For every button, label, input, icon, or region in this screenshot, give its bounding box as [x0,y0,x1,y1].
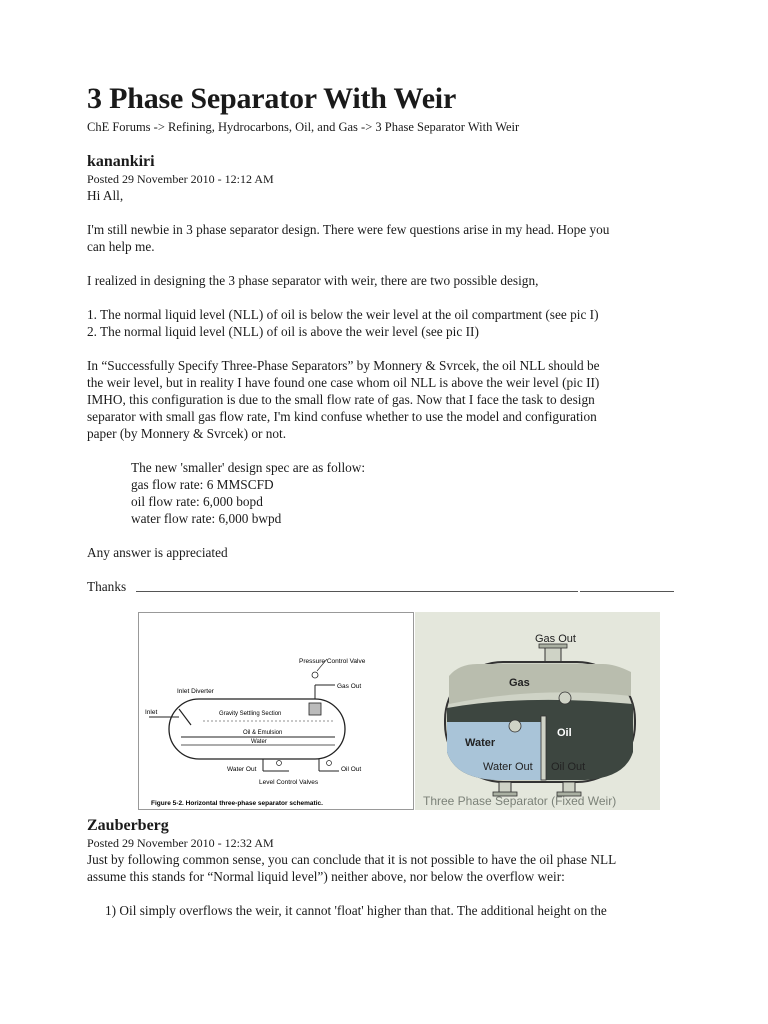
label-level-valves: Level Control Valves [259,779,319,786]
list-item: 2. The normal liquid level (NLL) of oil is above the weir level (see pic II) [87,324,479,339]
schematic-diagram [138,612,414,810]
post-author[interactable]: kanankiri [87,153,155,170]
label-water-out: Water Out [483,761,533,773]
spec-line: water flow rate: 6,000 bwpd [131,511,282,526]
schematic-svg [139,613,415,810]
divider [580,590,674,592]
label-inlet-diverter: Inlet Diverter [177,688,214,695]
label-gas-out: Gas Out [337,683,362,690]
fixed-weir-svg [415,612,660,810]
label-water-out: Water Out [227,766,257,773]
label-gas: Gas [509,677,530,689]
label-pressure-valve: Pressure Control Valve [299,658,366,665]
label-gravity: Gravity Settling Section [219,711,282,717]
divider [136,590,578,592]
level-valve-icon [277,761,282,766]
post-text: IMHO, this configuration is due to the small flow rate of gas. Now that I face the task to design [87,392,595,407]
list-item: 1) Oil simply overflows the weir, it cannot 'float' higher than that. The additional height on the [105,903,607,918]
level-valve-icon [327,761,332,766]
post-text: separator with small gas flow rate, I'm kind confuse whether to use the model and configuration [87,409,597,424]
label-oil-emulsion: Oil & Emulsion [243,730,283,736]
post-text: Thanks [87,579,127,594]
post-text: the weir level, but in reality I have found one case whom oil NLL is above the weir level (pic II) [87,375,600,390]
page-title: 3 Phase Separator With Weir [87,82,457,115]
list-item: 1. The normal liquid level (NLL) of oil is below the weir level at the oil compartment (see pic I) [87,307,599,322]
weir [541,716,546,780]
mist-extractor [309,703,321,715]
breadcrumb[interactable]: ChE Forums -> Refining, Hydrocarbons, Oil, and Gas -> 3 Phase Separator With Weir [87,120,520,134]
label-oil-out: Oil Out [551,761,586,773]
post-text: In “Successfully Specify Three-Phase Separators” by Monnery & Svrcek, the oil NLL should be [87,358,600,373]
level-gauge-icon [559,692,571,704]
gas-nozzle [545,646,561,662]
label-gas-out: Gas Out [535,633,576,645]
pressure-valve-icon [312,672,318,678]
post-text: Just by following common sense, you can conclude that it is not possible to have the oil phase NLL [87,852,617,867]
figure-caption: Three Phase Separator (Fixed Weir) [423,794,617,808]
separator-figure [138,612,660,810]
post-text: Any answer is appreciated [87,545,228,560]
post-text: I realized in designing the 3 phase separator with weir, there are two possible design, [87,273,539,288]
post-text: assume this stands for “Normal liquid level”) neither above, nor below the overflow weir: [87,869,565,884]
label-water: Water [251,739,267,745]
label-oil-out: Oil Out [341,766,362,773]
thanks-row [87,578,677,595]
label-oil: Oil [557,727,572,739]
post-text: I'm still newbie in 3 phase separator design. There were few questions arise in my head. Hope you [87,222,610,237]
label-water: Water [465,737,496,749]
post-timestamp: Posted 29 November 2010 - 12:32 AM [87,836,274,850]
figure-caption: Figure 5-2. Horizontal three-phase separator schematic. [151,800,323,807]
post-text: paper (by Monnery & Svrcek) or not. [87,426,287,441]
spec-line: gas flow rate: 6 MMSCFD [131,477,274,492]
post-timestamp: Posted 29 November 2010 - 12:12 AM [87,172,274,186]
post-text: can help me. [87,239,155,254]
level-gauge-icon [509,720,521,732]
spec-line: The new 'smaller' design spec are as follow: [131,460,366,475]
photo-diagram [415,612,660,810]
label-inlet: Inlet [145,709,158,716]
spec-line: oil flow rate: 6,000 bopd [131,494,263,509]
post-author[interactable]: Zauberberg [87,817,169,834]
post-text: Hi All, [87,188,124,203]
